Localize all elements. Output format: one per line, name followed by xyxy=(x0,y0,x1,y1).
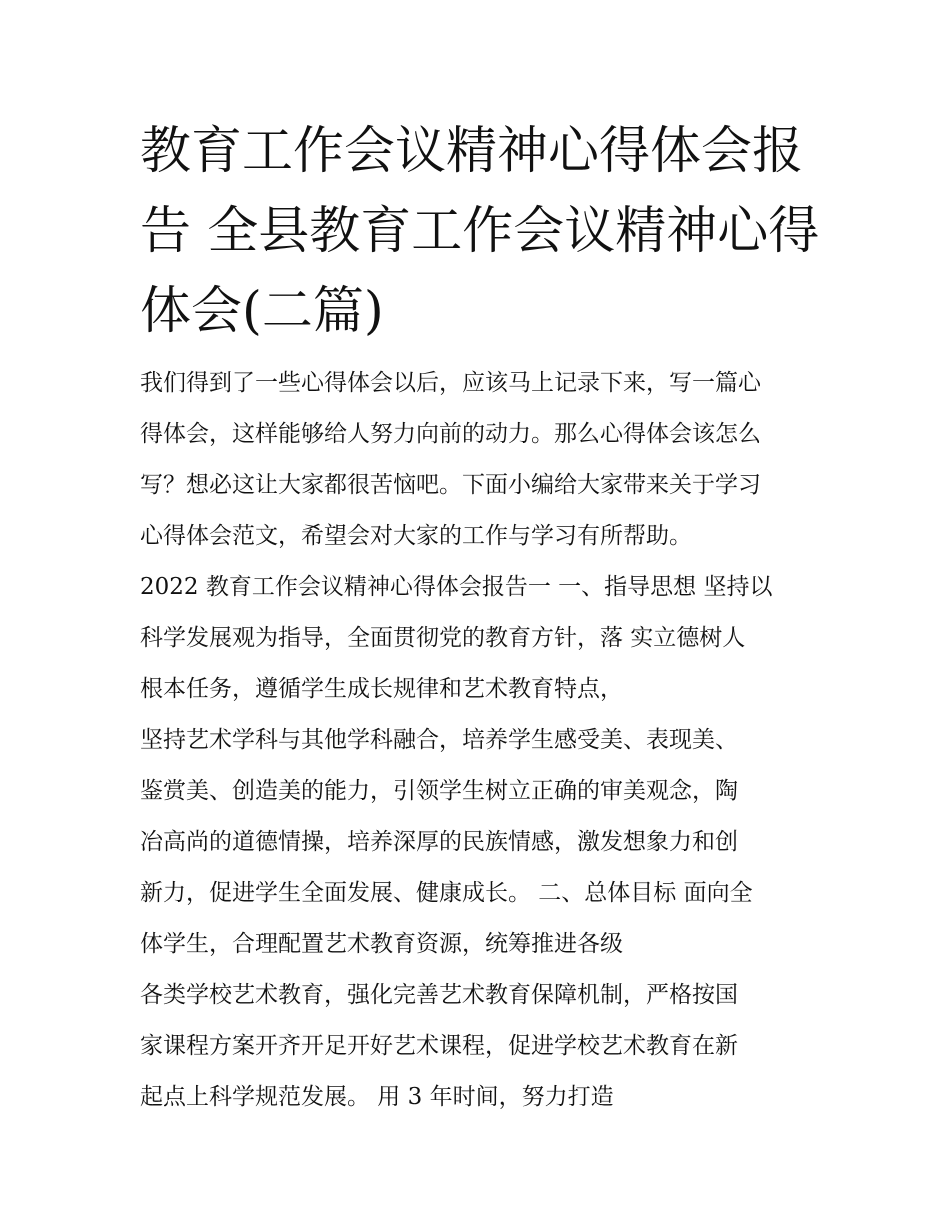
title-line-2: 告 全县教育工作会议精神心得 xyxy=(140,202,820,261)
document-title xyxy=(140,112,820,352)
body-line-8: 坚持艺术学科与其他学科融合，培养学生感受美、表现美、 xyxy=(140,727,738,753)
body-line-14: 家课程方案开齐开足开好艺术课程，促进学校艺术教育在新 xyxy=(140,1033,738,1059)
title-line-1: 教育工作会议精神心得体会报 xyxy=(140,122,804,181)
body-line-1: 我们得到了一些心得体会以后，应该马上记录下来，写一篇心 xyxy=(140,370,761,396)
body-line-9: 鉴赏美、创造美的能力，引领学生树立正确的审美观念，陶 xyxy=(140,778,738,804)
body-line-11: 新力，促进学生全面发展、健康成长。 二、总体目标 面向全 xyxy=(140,880,753,906)
body-line-6: 科学发展观为指导，全面贯彻党的教育方针，落 实立德树人 xyxy=(140,625,746,651)
document-body xyxy=(140,358,830,1123)
body-line-2: 得体会，这样能够给人努力向前的动力。那么心得体会该怎么 xyxy=(140,421,761,447)
body-line-3: 写？想必这让大家都很苦恼吧。下面小编给大家带来关于学习 xyxy=(140,472,761,498)
body-line-12: 体学生，合理配置艺术教育资源，统筹推进各级 xyxy=(140,931,623,957)
body-line-4: 心得体会范文，希望会对大家的工作与学习有所帮助。 xyxy=(140,523,692,549)
body-line-13: 各类学校艺术教育，强化完善艺术教育保障机制，严格按国 xyxy=(140,982,738,1008)
body-line-7: 根本任务，遵循学生成长规律和艺术教育特点， xyxy=(140,676,623,702)
body-line-10: 冶高尚的道德情操，培养深厚的民族情感，激发想象力和创 xyxy=(140,829,738,855)
title-line-3: 体会(二篇) xyxy=(140,282,384,341)
body-line-5: 2022 教育工作会议精神心得体会报告一 一、指导思想 坚持以 xyxy=(140,574,773,600)
body-line-15: 起点上科学规范发展。 用 3 年时间，努力打造 xyxy=(140,1084,614,1110)
